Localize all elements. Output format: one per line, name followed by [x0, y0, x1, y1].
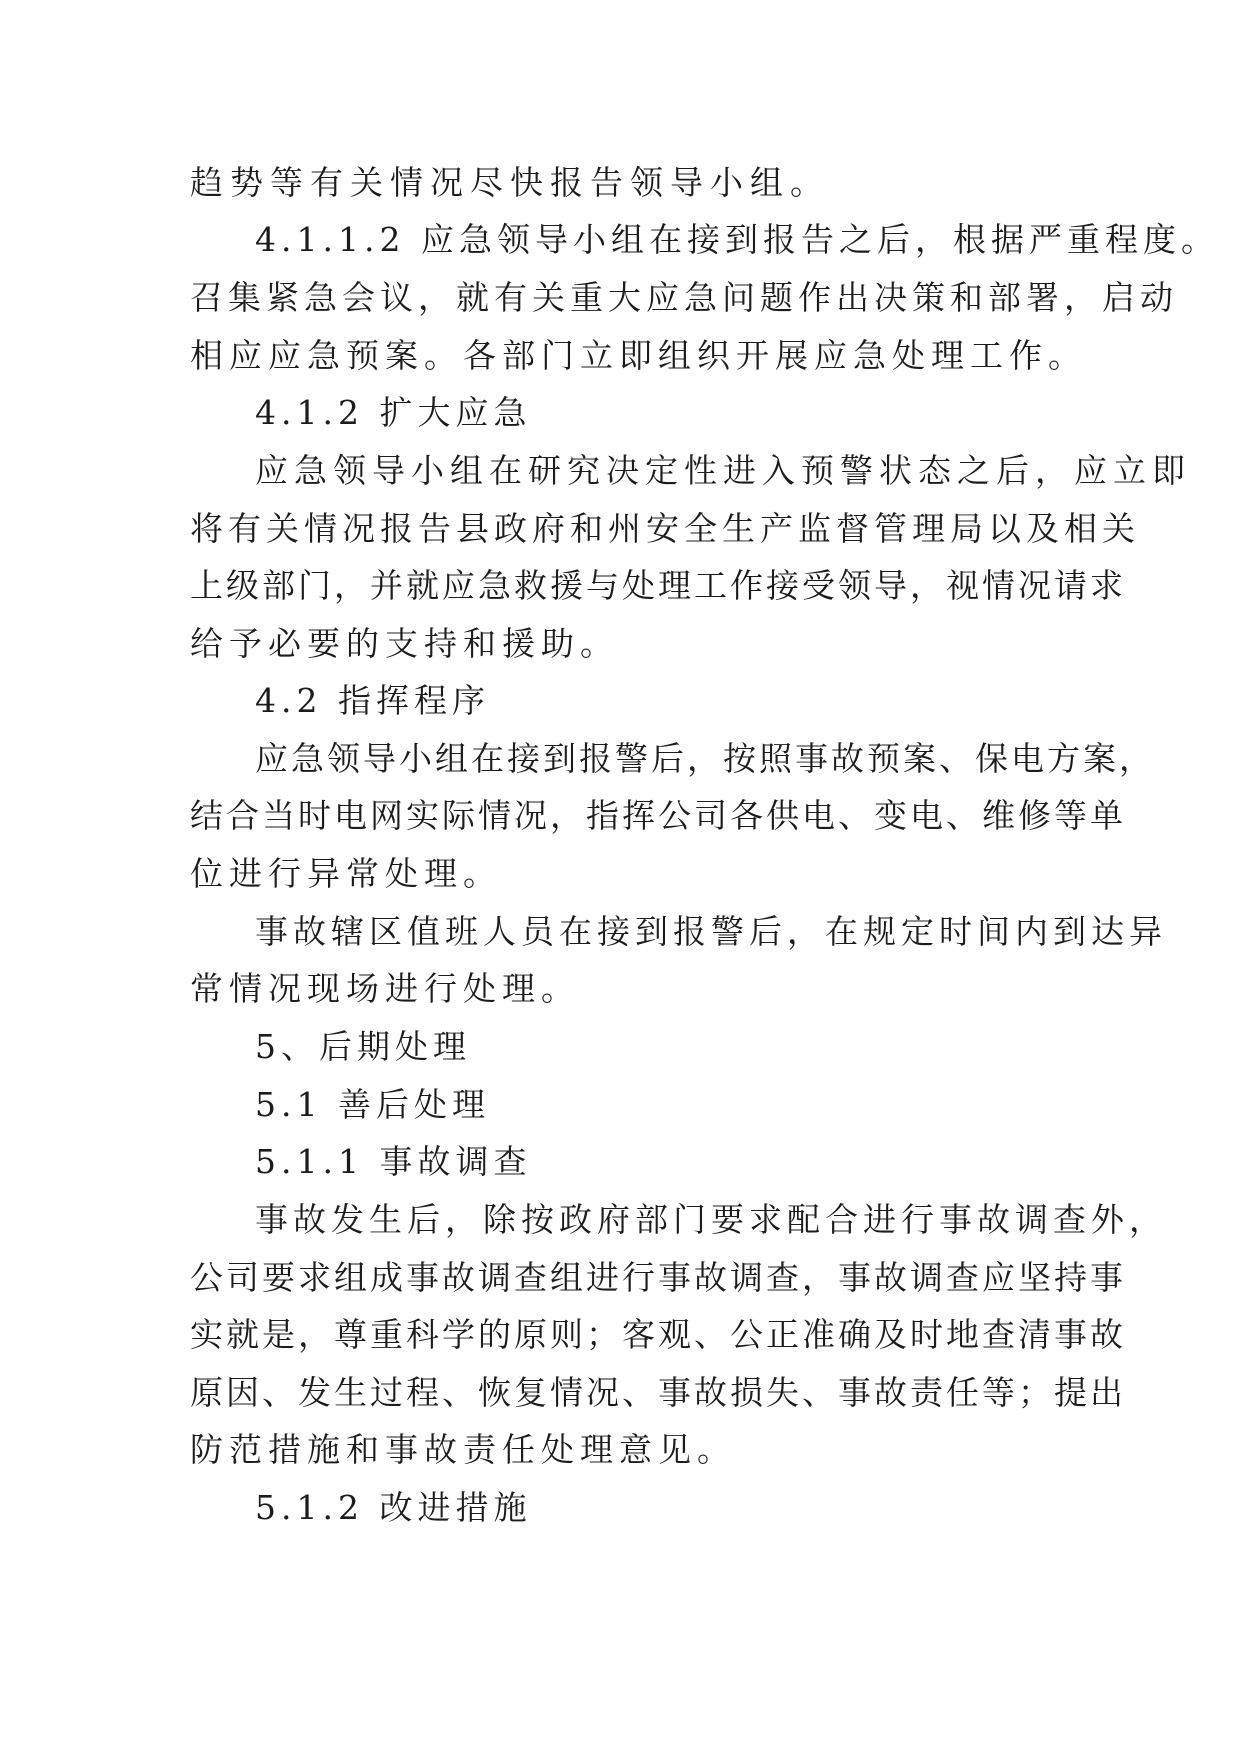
heading-5-1-1: 5.1.1 事故调查 — [255, 1142, 532, 1181]
body-text-line: 趋势等有关情况尽快报告领导小组。 — [190, 163, 830, 202]
heading-5-1: 5.1 善后处理 — [255, 1085, 490, 1124]
body-text-line: 应急领导小组在接到报警后，按照事故预案、保电方案， — [255, 739, 1155, 778]
body-text-line: 上级部门，并就应急救援与处理工作接受领导，视情况请求 — [190, 566, 1126, 605]
body-text-line: 将有关情况报告县政府和州安全生产监督管理局以及相关 — [190, 509, 1140, 548]
heading-4-2: 4.2 指挥程序 — [255, 681, 490, 720]
body-text-line: 公司要求组成事故调查组进行事故调查，事故调查应坚持事 — [190, 1258, 1126, 1297]
body-text-line: 位进行异常处理。 — [190, 854, 502, 893]
body-text-line: 事故发生后，除按政府部门要求配合进行事故调查外， — [255, 1200, 1167, 1239]
body-text-line: 相应应急预案。各部门立即组织开展应急处理工作。 — [190, 336, 1087, 375]
body-text-line: 结合当时电网实际情况，指挥公司各供电、变电、维修等单 — [190, 796, 1126, 835]
heading-5-1-2: 5.1.2 改进措施 — [255, 1488, 532, 1527]
body-text-line: 召集紧急会议，就有关重大应急问题作出决策和部署，启动 — [190, 278, 1178, 317]
body-text-line: 常情况现场进行处理。 — [190, 969, 580, 1008]
body-text-line: 给予必要的支持和援助。 — [190, 624, 619, 663]
body-text-line: 事故辖区值班人员在接到报警后，在规定时间内到达异 — [255, 912, 1167, 951]
heading-5: 5、后期处理 — [255, 1027, 471, 1066]
heading-4-1-2: 4.1.2 扩大应急 — [255, 393, 532, 432]
body-text-line: 防范措施和事故责任处理意见。 — [190, 1430, 736, 1469]
body-text-line: 实就是，尊重科学的原则；客观、公正准确及时地查清事故 — [190, 1315, 1126, 1354]
body-text-line: 原因、发生过程、恢复情况、事故损失、事故责任等；提出 — [190, 1373, 1126, 1412]
body-text-line: 应急领导小组在研究决定性进入预警状态之后，应立即 — [255, 451, 1191, 490]
section-4-1-1-2-text: 4.1.1.2 应急领导小组在接到报告之后，根据严重程度。 — [255, 220, 1219, 259]
